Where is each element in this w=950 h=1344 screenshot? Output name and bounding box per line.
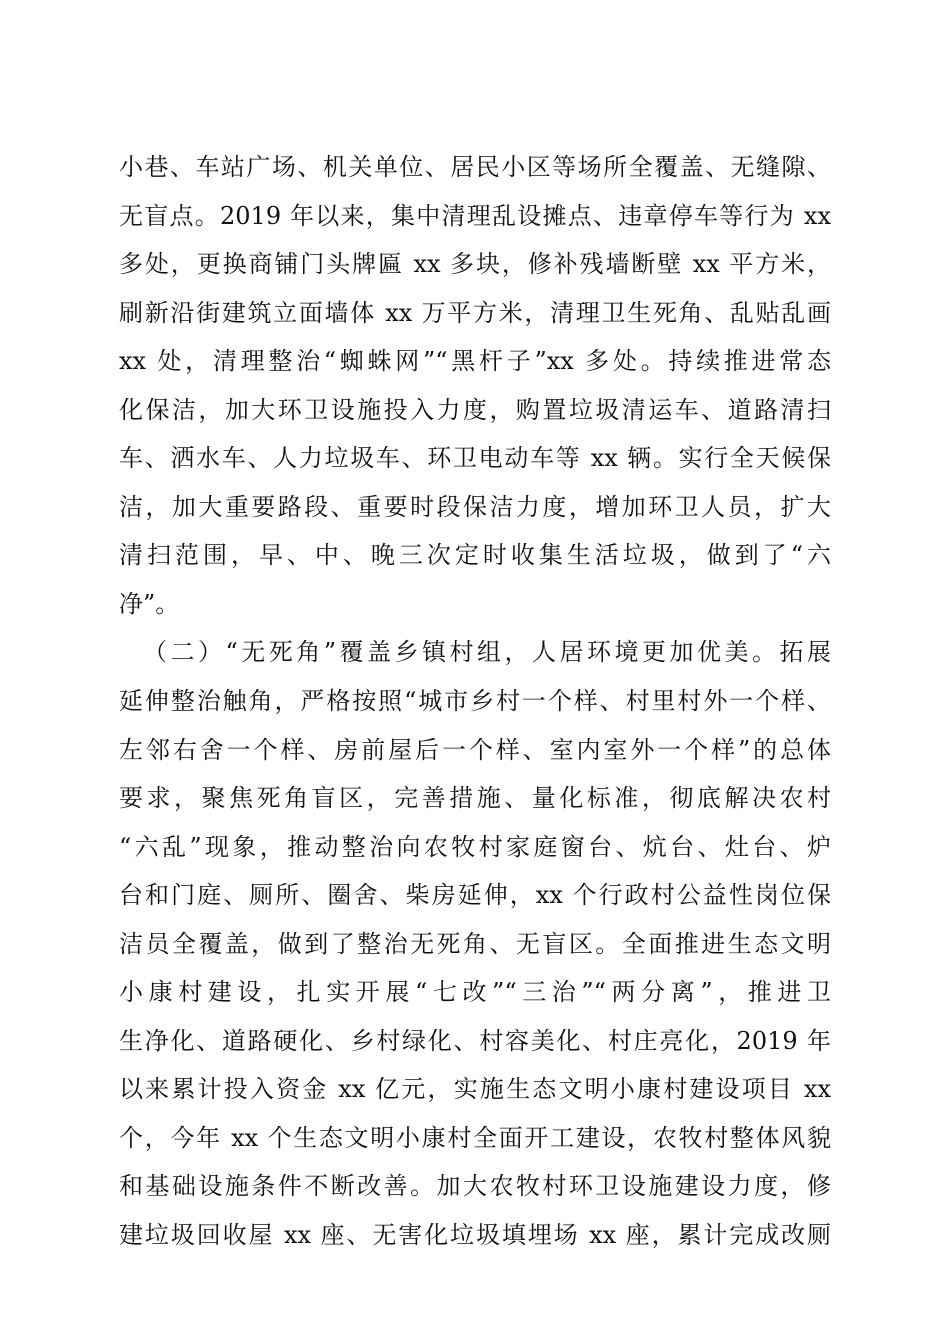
text-line: 车、洒水车、人力垃圾车、环卫电动车等 xx 辆。实行全天候保	[119, 444, 831, 473]
text-line-paragraph-end: 净”。	[119, 589, 180, 618]
text-line: 和基础设施条件不断改善。加大农牧村环卫设施建设力度，修	[119, 1172, 831, 1201]
text-line: 清扫范围，早、中、晚三次定时收集生活垃圾，做到了“六	[119, 541, 831, 570]
text-line: 要求，聚焦死角盲区，完善措施、量化标准，彻底解决农村	[119, 784, 831, 813]
text-line: 多处，更换商铺门头牌匾 xx 多块，修补残墙断壁 xx 平方米，	[119, 250, 831, 279]
text-line: 建垃圾回收屋 xx 座、无害化垃圾填埋场 xx 座，累计完成改厕	[119, 1221, 831, 1250]
text-line: 洁，加大重要路段、重要时段保洁力度，增加环卫人员，扩大	[119, 492, 831, 521]
section-heading-line: （二）“无死角”覆盖乡镇村组，人居环境更加优美。拓展	[143, 638, 831, 667]
text-line: “六乱”现象，推动整治向农牧村家庭窗台、炕台、灶台、炉	[119, 832, 831, 861]
text-line: 生净化、道路硬化、乡村绿化、村容美化、村庄亮化，2019 年	[119, 1026, 831, 1055]
text-line: 左邻右舍一个样、房前屋后一个样、室内室外一个样”的总体	[119, 735, 831, 764]
text-line: 台和门庭、厕所、圈舍、柴房延伸，xx 个行政村公益性岗位保	[119, 881, 831, 910]
text-line: 延伸整治触角，严格按照“城市乡村一个样、村里村外一个样、	[119, 687, 831, 716]
text-line: 化保洁，加大环卫设施投入力度，购置垃圾清运车、道路清扫	[119, 395, 831, 424]
text-line: 小巷、车站广场、机关单位、居民小区等场所全覆盖、无缝隙、	[119, 153, 831, 181]
text-line: 小康村建设，扎实开展“七改”“三治”“两分离”，推进卫	[119, 978, 831, 1007]
text-line: 刷新沿街建筑立面墙体 xx 万平方米，清理卫生死角、乱贴乱画	[119, 298, 831, 327]
text-line: 无盲点。2019 年以来，集中清理乱设摊点、违章停车等行为 xx	[119, 201, 831, 230]
text-line: 洁员全覆盖，做到了整治无死角、无盲区。全面推进生态文明	[119, 929, 831, 958]
body-text	[119, 143, 831, 1260]
text-line: xx 处，清理整治“蜘蛛网”“黑杆子”xx 多处。持续推进常态	[119, 347, 831, 376]
text-line: 个，今年 xx 个生态文明小康村全面开工建设，农牧村整体风貌	[119, 1123, 831, 1152]
text-line: 以来累计投入资金 xx 亿元，实施生态文明小康村建设项目 xx	[119, 1075, 831, 1104]
